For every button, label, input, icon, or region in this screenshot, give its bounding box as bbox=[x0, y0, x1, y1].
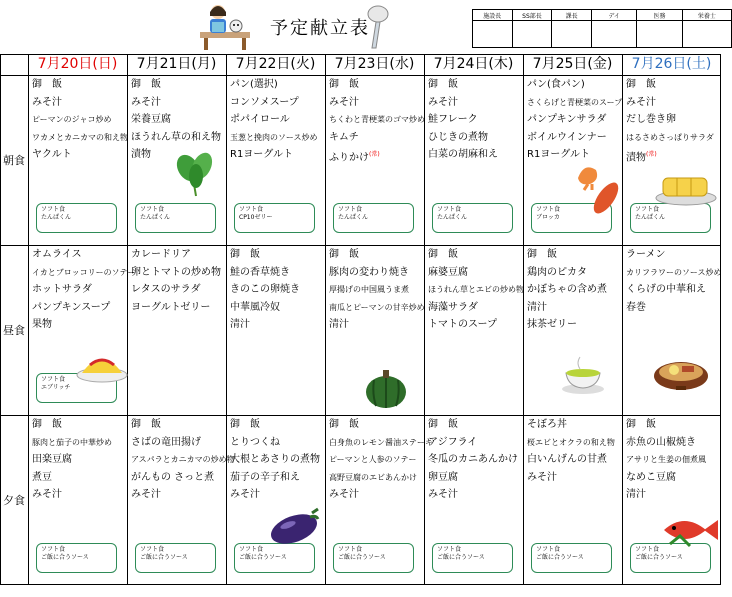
soft-food-item: ご飯に合うソース bbox=[536, 554, 584, 561]
page-title: 予定献立表 bbox=[270, 18, 370, 39]
day-header: 7月20日(日) bbox=[37, 56, 118, 72]
day-header: 7月26日(土) bbox=[631, 56, 712, 72]
menu-cell bbox=[622, 416, 719, 504]
menu-item: さばの竜田揚げ bbox=[131, 436, 201, 448]
menu-item: 赤魚の山椒焼き bbox=[626, 436, 696, 448]
menu-item: とりつくね bbox=[230, 436, 280, 448]
menu-item: みそ汁 bbox=[626, 96, 656, 108]
menu-item: キムチ bbox=[329, 131, 359, 143]
menu-item: 春巻 bbox=[626, 301, 646, 313]
meal-label: 朝食 bbox=[3, 154, 25, 167]
menu-item: 漬物 bbox=[131, 149, 151, 161]
menu-item: ふりかけ$^{(常)}$ bbox=[329, 151, 380, 164]
menu-item: ほうれん草の和え物 bbox=[131, 131, 221, 143]
menu-item: 白いんげんの甘煮 bbox=[527, 454, 607, 466]
menu-item: 栄養豆腐 bbox=[131, 114, 171, 126]
menu-grid bbox=[0, 54, 721, 585]
menu-item: 茄子の辛子和え bbox=[230, 471, 300, 483]
menu-item: ヤクルト bbox=[32, 149, 72, 161]
menu-item: 中華風冷奴 bbox=[230, 301, 280, 313]
menu-item: みそ汁 bbox=[32, 96, 62, 108]
menu-item: アジフライ bbox=[428, 436, 478, 448]
approval-box bbox=[637, 21, 682, 48]
menu-item: ひじきの煮物 bbox=[428, 131, 488, 143]
menu-item: ホットサラダ bbox=[32, 284, 92, 296]
soft-food-item: たんぱくん bbox=[140, 214, 171, 221]
soft-food-item: ブロッカ bbox=[536, 214, 560, 221]
meal-label: 夕食 bbox=[3, 494, 25, 507]
soft-food-item: ご飯に合うソース bbox=[338, 554, 386, 561]
menu-item: 御 飯 bbox=[329, 419, 359, 430]
approval-header: 栄養士 bbox=[682, 10, 731, 21]
soft-food-box bbox=[135, 543, 216, 573]
approval-stamp-table bbox=[472, 9, 732, 48]
menu-item: きのこの卵焼き bbox=[230, 284, 300, 296]
menu-item: オムライス bbox=[32, 249, 82, 260]
menu-item: かぼちゃの含め煮 bbox=[527, 284, 607, 296]
menu-item: 高野豆腐のエビあんかけ bbox=[329, 472, 417, 482]
soft-food-label: ソフト食 bbox=[41, 376, 66, 383]
menu-item: 厚揚げの中国風うま煮 bbox=[329, 285, 409, 295]
menu-item: 御 飯 bbox=[428, 79, 458, 90]
approval-header: SS部長 bbox=[512, 10, 552, 21]
menu-item: がんもの さっと煮 bbox=[131, 471, 215, 483]
menu-item: ボイルウインナー bbox=[527, 131, 607, 143]
day-header: 7月22日(火) bbox=[235, 56, 316, 72]
day-header: 7月24日(木) bbox=[433, 56, 514, 72]
menu-item: ヨーグルトゼリー bbox=[131, 301, 211, 313]
menu-item: 白身魚のレモン醤油ステーキ bbox=[329, 437, 433, 447]
menu-item: なめこ豆腐 bbox=[626, 471, 676, 483]
menu-item: 白菜の胡麻和え bbox=[428, 149, 498, 161]
menu-item: 清汁 bbox=[230, 319, 250, 331]
approval-header: 医務 bbox=[637, 10, 682, 21]
day-header: 7月25日(金) bbox=[532, 56, 613, 72]
approval-header: 施設長 bbox=[473, 10, 513, 21]
soft-food-label: ソフト食 bbox=[239, 206, 264, 213]
menu-item: ワカメとカニカマの和え物 bbox=[32, 132, 128, 142]
menu-cell bbox=[127, 246, 224, 316]
menu-item: ラーメン bbox=[626, 249, 666, 260]
ramen-illustration bbox=[652, 352, 710, 398]
menu-item: みそ汁 bbox=[329, 489, 359, 501]
menu-cell bbox=[622, 246, 722, 316]
soft-food-box bbox=[36, 543, 117, 573]
menu-item: 御 飯 bbox=[32, 419, 62, 430]
menu-cell bbox=[325, 416, 433, 504]
day-header: 7月23日(水) bbox=[334, 56, 415, 72]
soft-food-box bbox=[432, 203, 513, 233]
soft-food-item: ご飯に合うソース bbox=[635, 554, 683, 561]
soft-food-label: ソフト食 bbox=[635, 206, 660, 213]
menu-item: はるさめさっぱりサラダ bbox=[626, 132, 714, 142]
green-tea-illustration bbox=[560, 355, 606, 395]
menu-item: トマトのスープ bbox=[428, 319, 497, 331]
menu-item: カレードリア bbox=[131, 249, 191, 260]
menu-cell bbox=[127, 416, 235, 504]
menu-item: 御 飯 bbox=[329, 79, 359, 90]
menu-item: みそ汁 bbox=[428, 489, 458, 501]
approval-box bbox=[512, 21, 552, 48]
menu-item: 豚肉と茄子の中華炒め bbox=[32, 437, 112, 447]
approval-box bbox=[552, 21, 592, 48]
menu-item: 清汁 bbox=[527, 301, 547, 313]
menu-item: みそ汁 bbox=[329, 96, 359, 108]
menu-item: 卵とトマトの炒め物 bbox=[131, 266, 221, 278]
menu-item: 大根とあさりの煮物 bbox=[230, 454, 320, 466]
soft-food-label: ソフト食 bbox=[338, 546, 363, 553]
menu-item: 御 飯 bbox=[131, 419, 161, 430]
menu-note: (常) bbox=[646, 151, 657, 159]
menu-item: そぼろ丼 bbox=[527, 419, 567, 430]
approval-box bbox=[591, 21, 636, 48]
menu-item: ポパイロール bbox=[230, 114, 290, 126]
menu-item: アスパラとカニカマの炒め物 bbox=[131, 455, 235, 465]
approval-header: デイ bbox=[591, 10, 636, 21]
soft-food-box bbox=[234, 203, 315, 233]
menu-cell bbox=[523, 416, 620, 486]
spoon-illustration bbox=[362, 4, 392, 50]
menu-item: パンプキンスープ bbox=[32, 301, 111, 313]
menu-item: 漬物$^{(常)}$ bbox=[626, 151, 657, 164]
menu-item: パン(選択) bbox=[230, 79, 278, 90]
menu-cell bbox=[226, 246, 323, 334]
menu-item: R1ヨーグルト bbox=[527, 149, 591, 161]
menu-item: ちくわと青梗菜のゴマ炒め bbox=[329, 115, 425, 125]
menu-item: みそ汁 bbox=[32, 489, 62, 501]
menu-item: 御 飯 bbox=[527, 249, 557, 260]
menu-item: 鮭フレーク bbox=[428, 114, 478, 126]
approval-box bbox=[682, 21, 731, 48]
menu-item: R1ヨーグルト bbox=[230, 149, 294, 161]
soft-food-label: ソフト食 bbox=[41, 206, 66, 213]
soft-food-item: ご飯に合うソース bbox=[41, 554, 89, 561]
menu-cell bbox=[424, 416, 521, 504]
soft-food-label: ソフト食 bbox=[140, 546, 165, 553]
menu-item: 鮭の香草焼き bbox=[230, 266, 290, 278]
menu-cell bbox=[226, 76, 323, 164]
menu-item: 御 飯 bbox=[230, 419, 260, 430]
pumpkin-illustration bbox=[364, 366, 408, 410]
menu-item: コンソメスープ bbox=[230, 96, 299, 108]
soft-food-item: ご飯に合うソース bbox=[140, 554, 188, 561]
menu-cell bbox=[523, 76, 623, 164]
spinach-illustration bbox=[172, 152, 220, 198]
soft-food-box bbox=[333, 543, 414, 573]
menu-item: 煮豆 bbox=[32, 471, 52, 483]
soft-food-label: ソフト食 bbox=[41, 546, 66, 553]
menu-item: 抹茶ゼリー bbox=[527, 319, 577, 331]
menu-item: 桜エビとオクラの和え物 bbox=[527, 437, 615, 447]
soft-food-box bbox=[234, 543, 315, 573]
menu-item: 御 飯 bbox=[230, 249, 260, 260]
menu-item: みそ汁 bbox=[428, 96, 458, 108]
menu-item: みそ汁 bbox=[230, 489, 260, 501]
soft-food-item: たんぱくん bbox=[635, 214, 666, 221]
menu-item: 鶏肉のピカタ bbox=[527, 266, 587, 278]
chef-illustration bbox=[196, 2, 254, 52]
menu-cell bbox=[28, 416, 125, 504]
menu-item: だし巻き卵 bbox=[626, 114, 676, 126]
soft-food-item: たんぱくん bbox=[338, 214, 369, 221]
approval-header: 課長 bbox=[552, 10, 592, 21]
menu-cell bbox=[523, 246, 620, 334]
meal-label: 昼食 bbox=[3, 324, 25, 337]
menu-item: 清汁 bbox=[329, 319, 349, 331]
menu-item: 御 飯 bbox=[428, 419, 458, 430]
soft-food-item: エブリッチ bbox=[41, 384, 71, 391]
sea-bream-illustration bbox=[660, 510, 720, 550]
day-header: 7月21日(月) bbox=[136, 56, 217, 72]
menu-note: (常) bbox=[369, 151, 380, 159]
soft-food-label: ソフト食 bbox=[338, 206, 363, 213]
eggplant-illustration bbox=[268, 505, 322, 545]
menu-item: 海藻サラダ bbox=[428, 301, 478, 313]
menu-item: パン(食パン) bbox=[527, 79, 585, 90]
menu-cell bbox=[226, 416, 323, 504]
soft-food-item: ご飯に合うソース bbox=[239, 554, 287, 561]
menu-item: 南瓜とピーマンの甘辛炒め bbox=[329, 302, 425, 312]
menu-item: みそ汁 bbox=[131, 489, 161, 501]
menu-cell bbox=[325, 76, 425, 167]
menu-cell bbox=[622, 76, 719, 167]
menu-cell bbox=[28, 76, 128, 164]
soft-food-item: たんぱくん bbox=[437, 214, 468, 221]
menu-cell bbox=[325, 246, 425, 334]
soft-food-box bbox=[333, 203, 414, 233]
rolled-omelet-illustration bbox=[655, 170, 717, 206]
soft-food-label: ソフト食 bbox=[437, 546, 462, 553]
soft-food-item: たんぱくん bbox=[41, 214, 72, 221]
shrimp-sweetpotato-illustration bbox=[570, 160, 622, 216]
menu-item: ピーマンと人参のソテー bbox=[329, 455, 417, 465]
menu-item: さくらげと青梗菜のスープ bbox=[527, 97, 623, 107]
menu-cell bbox=[424, 246, 524, 334]
soft-food-box bbox=[135, 203, 216, 233]
menu-cell bbox=[424, 76, 521, 164]
menu-item: 田楽豆腐 bbox=[32, 454, 72, 466]
omurice-illustration bbox=[76, 343, 128, 383]
menu-item: 御 飯 bbox=[131, 79, 161, 90]
soft-food-label: ソフト食 bbox=[239, 546, 264, 553]
menu-item: 果物 bbox=[32, 319, 52, 331]
menu-cell bbox=[28, 246, 136, 334]
soft-food-label: ソフト食 bbox=[635, 546, 660, 553]
menu-item: 玉葱と挽肉のソース炒め bbox=[230, 132, 318, 142]
menu-item: イカとブロッコリーのソテー bbox=[32, 267, 136, 277]
menu-item: 冬瓜のカニあんかけ bbox=[428, 454, 518, 466]
menu-item: みそ汁 bbox=[527, 471, 557, 483]
menu-item: カリフラワーのソース炒め bbox=[626, 267, 722, 277]
menu-item: ピーマンのジャコ炒め bbox=[32, 115, 112, 125]
menu-item: 御 飯 bbox=[626, 419, 656, 430]
soft-food-label: ソフト食 bbox=[536, 206, 561, 213]
menu-item: 麻婆豆腐 bbox=[428, 266, 468, 278]
menu-item: 御 飯 bbox=[329, 249, 359, 260]
soft-food-box bbox=[630, 203, 711, 233]
soft-food-box bbox=[432, 543, 513, 573]
menu-item: パンプキンサラダ bbox=[527, 114, 607, 126]
menu-item: 御 飯 bbox=[428, 249, 458, 260]
menu-item: 御 飯 bbox=[32, 79, 62, 90]
menu-cell bbox=[127, 76, 224, 164]
soft-food-box bbox=[36, 203, 117, 233]
soft-food-item: ご飯に合うソース bbox=[437, 554, 485, 561]
soft-food-label: ソフト食 bbox=[536, 546, 561, 553]
menu-item: レタスのサラダ bbox=[131, 284, 201, 296]
menu-item: 御 飯 bbox=[626, 79, 656, 90]
soft-food-label: ソフト食 bbox=[140, 206, 165, 213]
menu-item: 卵豆腐 bbox=[428, 471, 458, 483]
menu-item: みそ汁 bbox=[131, 96, 161, 108]
menu-item: ほうれん草とエビの炒め物 bbox=[428, 285, 524, 295]
soft-food-box bbox=[531, 543, 612, 573]
approval-box bbox=[473, 21, 513, 48]
soft-food-item: CP10ゼリー bbox=[239, 214, 273, 221]
menu-item: アサリと生姜の佃煮風 bbox=[626, 455, 706, 465]
menu-item: くらげの中華和え bbox=[626, 284, 706, 296]
menu-item: 清汁 bbox=[626, 489, 646, 501]
menu-item: 豚肉の変わり焼き bbox=[329, 266, 409, 278]
soft-food-label: ソフト食 bbox=[437, 206, 462, 213]
